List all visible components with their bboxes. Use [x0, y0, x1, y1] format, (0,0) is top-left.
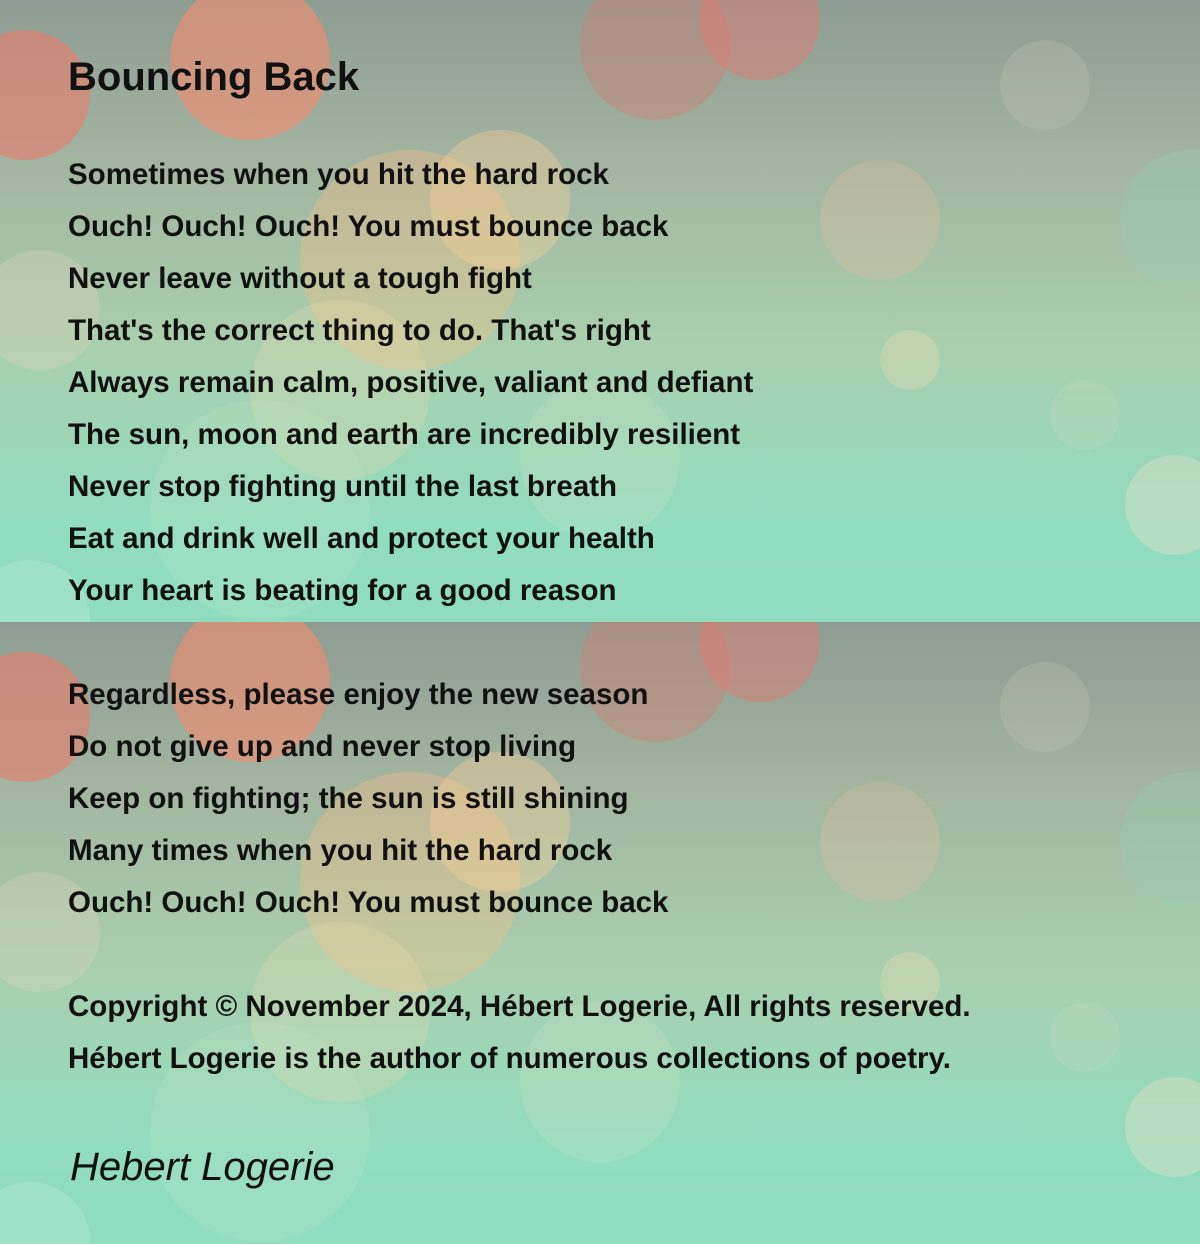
- copyright-block: [68, 981, 971, 1085]
- stanza-2: [68, 669, 668, 929]
- bokeh-circle: [1125, 1077, 1200, 1177]
- poem-line: Regardless, please enjoy the new season: [68, 678, 649, 711]
- bokeh-circle: [1125, 455, 1200, 555]
- poem-line: Never leave without a tough fight: [68, 262, 532, 295]
- bokeh-circle: [1000, 662, 1090, 752]
- copyright-line: Copyright © November 2024, Hébert Logerie, All rights reserved.: [68, 990, 971, 1023]
- poem-line: Always remain calm, positive, valiant and defiant: [68, 366, 754, 399]
- poem-line: That's the correct thing to do. That's right: [68, 314, 651, 347]
- poem-line: Keep on fighting; the sun is still shining: [68, 782, 629, 815]
- bokeh-circle: [1120, 150, 1200, 290]
- poem-line: Do not give up and never stop living: [68, 730, 577, 763]
- poem-title: Bouncing Back: [68, 55, 360, 99]
- bokeh-circle: [880, 330, 940, 390]
- poem-line: The sun, moon and earth are incredibly resilient: [68, 418, 741, 451]
- bokeh-circle: [820, 782, 940, 902]
- bokeh-circle: [820, 160, 940, 280]
- stanza-1: [68, 149, 753, 617]
- poem-line: Sometimes when you hit the hard rock: [68, 158, 609, 191]
- poem-line: Many times when you hit the hard rock: [68, 834, 613, 867]
- author-note: Hébert Logerie is the author of numerous collections of poetry.: [68, 1042, 951, 1075]
- poem-line: Ouch! Ouch! Ouch! You must bounce back: [68, 886, 669, 919]
- bokeh-circle: [1000, 40, 1090, 130]
- bokeh-circle: [1120, 772, 1200, 912]
- poem-line: Never stop fighting until the last breath: [68, 470, 618, 503]
- poem-line: Ouch! Ouch! Ouch! You must bounce back: [68, 210, 669, 243]
- author-signature: Hebert Logerie: [70, 1145, 335, 1189]
- bokeh-circle: [1050, 1002, 1120, 1072]
- bokeh-circle: [1050, 380, 1120, 450]
- poem-line: Your heart is beating for a good reason: [68, 574, 617, 607]
- poem-line: Eat and drink well and protect your health: [68, 522, 655, 555]
